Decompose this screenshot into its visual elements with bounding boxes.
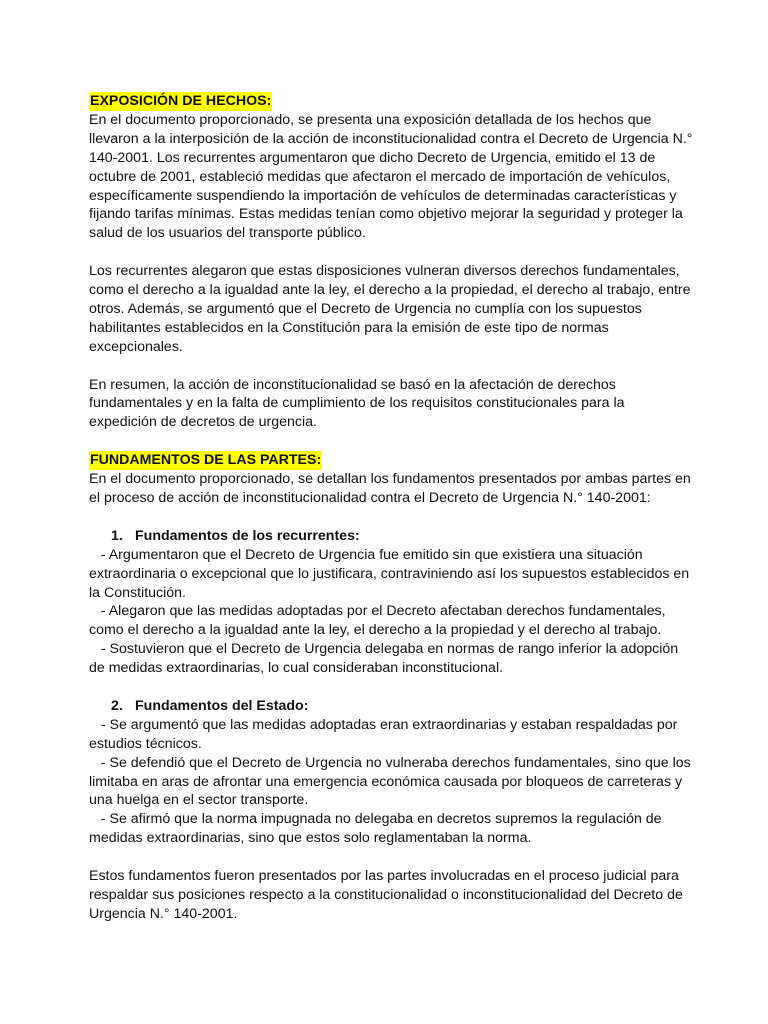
paragraph [89, 867, 689, 924]
text-line: específicamente suspendiendo la importación de vehículos de determinadas características y [89, 187, 677, 204]
text-line: estudios técnicos. [89, 735, 202, 752]
text-line: - Se argumentó que las medidas adoptadas eran extraordinarias y estaban respaldadas por [89, 716, 678, 733]
list-item-estado [89, 697, 689, 848]
text-line: - Sostuvieron que el Decreto de Urgencia delegaba en normas de rango inferior la adopción [89, 641, 679, 658]
text-line: como el derecho a la igualdad ante la ley, el derecho a la propiedad y el derecho al trabajo. [89, 622, 662, 639]
list-number: 2. [111, 697, 123, 714]
section-fundamentos [89, 451, 689, 924]
text-line: fundamentales y en la falta de cumplimiento de los requisitos constitucionales para la [89, 395, 625, 412]
paragraph [89, 546, 689, 678]
paragraph [89, 262, 689, 357]
text-line: llevaron a la interposición de la acción de inconstitucionalidad contra el Decreto de Urgencia N.° [89, 130, 693, 147]
text-line: como el derecho a la igualdad ante la ley, el derecho a la propiedad, el derecho al trabajo, entre [89, 282, 691, 299]
section-heading: EXPOSICIÓN DE HECHOS: [90, 93, 272, 109]
text-line: habilitantes establecidos en la Constitución para la emisión de este tipo de normas [89, 319, 609, 336]
text-line: la Constitución. [89, 584, 186, 601]
text-line: otros. Además, se argumentó que el Decreto de Urgencia no cumplía con los supuestos [89, 300, 642, 317]
text-line: - Se afirmó que la norma impugnada no delegaba en decretos supremos la regulación de [89, 811, 662, 828]
list-title-text: Fundamentos de los recurrentes: [135, 527, 360, 544]
section-heading: FUNDAMENTOS DE LAS PARTES: [90, 452, 322, 469]
text-line: expedición de decretos de urgencia. [89, 414, 317, 431]
paragraph [89, 376, 689, 433]
paragraph [89, 716, 689, 848]
text-line: En el documento proporcionado, se presenta una exposición detallada de los hechos que [89, 111, 652, 128]
document-body [89, 92, 693, 924]
text-line: octubre de 2001, estableció medidas que afectaron el mercado de importación de vehículos, [89, 168, 671, 185]
text-line: medidas extraordinarias, sino que estos solo reglamentaban la norma. [89, 830, 532, 847]
text-line: Los recurrentes alegaron que estas disposiciones vulneran diversos derechos fundamentales, [89, 263, 680, 280]
text-line: - Alegaron que las medidas adoptadas por el Decreto afectaban derechos fundamentales, [89, 603, 666, 620]
paragraph [89, 111, 693, 243]
list-item-recurrentes [89, 527, 689, 678]
text-line: respaldar sus posiciones respecto a la constitucionalidad o inconstitucionalidad del Decreto de [89, 886, 683, 903]
text-line: 140-2001. Los recurrentes argumentaron que dicho Decreto de Urgencia, emitido el 13 de [89, 149, 656, 166]
text-line: En el documento proporcionado, se detallan los fundamentos presentados por ambas partes en [89, 471, 691, 488]
paragraph [89, 470, 689, 508]
text-line: de medidas extraordinarias, lo cual consideraban inconstitucional. [89, 660, 504, 677]
list-title-text: Fundamentos del Estado: [135, 697, 309, 714]
list-number: 1. [111, 527, 123, 544]
text-line: una huelga en el sector transporte. [89, 792, 309, 809]
text-line: Estos fundamentos fueron presentados por las partes involucradas en el proceso judicial para [89, 868, 679, 885]
text-line: excepcionales. [89, 338, 183, 355]
text-line: limitaba en aras de afrontar una emergencia económica causada por bloqueos de carreteras y [89, 773, 683, 790]
text-line: Urgencia N.° 140-2001. [89, 905, 238, 922]
section-exposicion [89, 92, 693, 432]
text-line: salud de los usuarios del transporte público. [89, 225, 366, 242]
text-line: extraordinaria o excepcional que lo justificara, contraviniendo así los supuestos establecidos en [89, 565, 690, 582]
text-line: - Se defendió que el Decreto de Urgencia no vulneraba derechos fundamentales, sino que los [89, 754, 691, 771]
text-line: En resumen, la acción de inconstitucionalidad se basó en la afectación de derechos [89, 376, 616, 393]
list-item-title [89, 527, 689, 546]
list-item-title [89, 697, 689, 716]
text-line: - Argumentaron que el Decreto de Urgencia fue emitido sin que existiera una situación [89, 546, 643, 563]
text-line: el proceso de acción de inconstitucionalidad contra el Decreto de Urgencia N.° 140-2001: [89, 489, 651, 506]
text-line: fijando tarifas mínimas. Estas medidas tenían como objetivo mejorar la seguridad y proteger la [89, 206, 683, 223]
